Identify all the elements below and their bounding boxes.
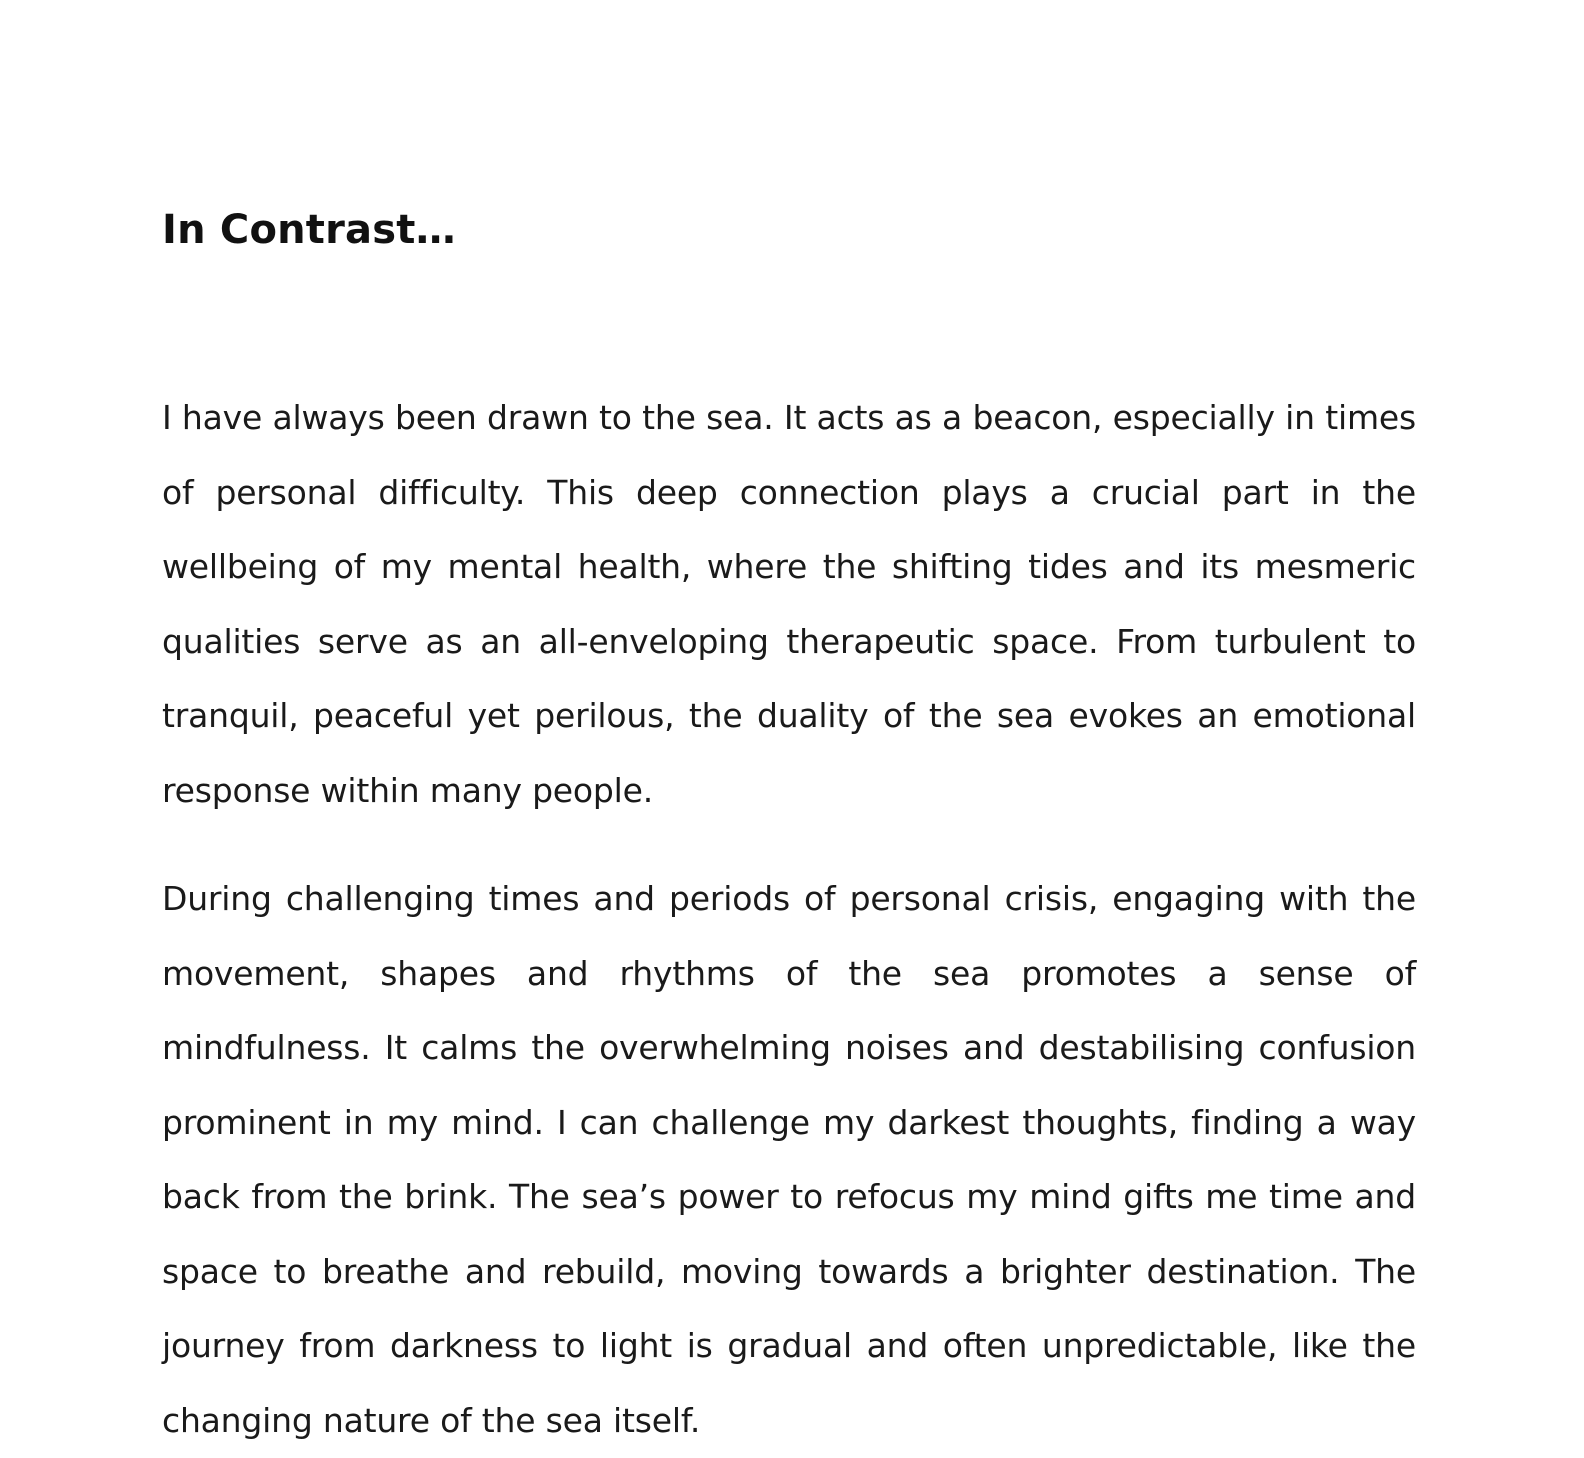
body-paragraph-1: I have always been drawn to the sea. It acts as a beacon, especially in times of personal difficulty. This deep connection plays a crucial part in the wellbeing of my mental health, where the shifting tides and its mesmeric qualities serve as an all-enveloping therapeutic space. From turbulent to tranquil, peaceful yet perilous, the duality of the sea evokes an emotional response within many people. [162, 398, 1416, 810]
page-title: In Contrast… [162, 207, 456, 253]
body-paragraph-2: During challenging times and periods of personal crisis, engaging with the movement, shapes and rhythms of the sea promotes a sense of mindfulness. It calms the overwhelming noises and destabilising confusion prominent in my mind. I can challenge my darkest thoughts, finding a way back from the brink. The sea’s power to refocus my mind gifts me time and space to breathe and rebuild, moving towards a brighter destination. The journey from darkness to light is gradual and often unpredictable, like the changing nature of the sea itself. [162, 879, 1416, 1440]
